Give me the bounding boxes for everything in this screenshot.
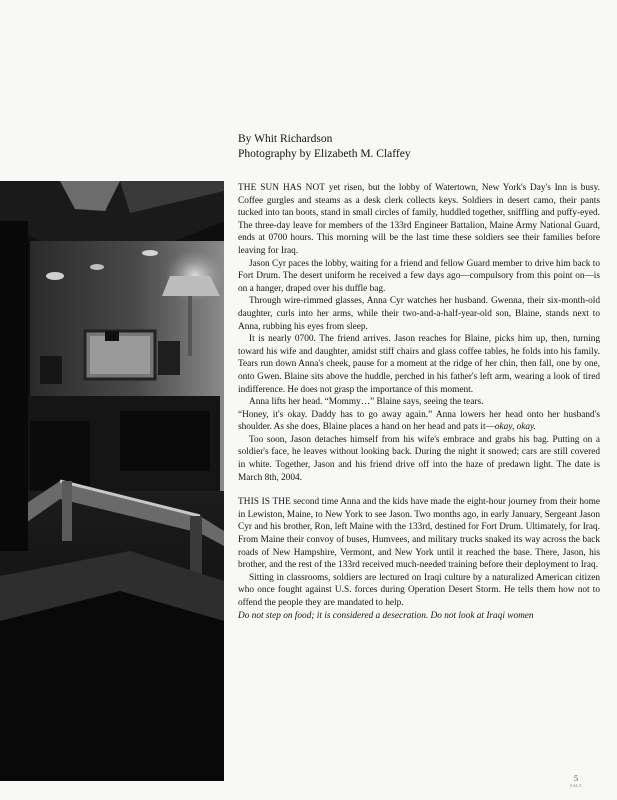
photography-credit: Photography by Elizabeth M. Claffey (238, 148, 411, 160)
paragraph-9-text: Sitting in classrooms, soldiers are lectured on Iraqi culture by a naturalized American citizen who once fought against U.S. forces during Operation Desert Storm. He tells them how not to offend the people they are mandated to help. (238, 572, 600, 608)
paragraph-8-text: second time Anna and the kids have made the eight-hour journey from their home in Lewiston, Maine, to New York to see Jason. Two months ago, in early January, Sergeant Jason Cyr and his brother, Ron, left Maine with the 133rd, destined for Fort Drum. Ultimately, for Iraq. From Maine their convoy of buses, Humvees, and military trucks snaked its way across the back roads of New Hampshire, Vermont, and New York until it reached the base. There, Jason, his brother, and the rest of the 133rd received much-needed training before their deployment to Iraq. (238, 497, 600, 571)
paragraph-6 (238, 409, 600, 434)
page-number: 5 (574, 774, 578, 783)
paragraph-1 (238, 182, 600, 258)
paragraph-2: Jason Cyr paces the lobby, waiting for a friend and fellow Guard member to drive him back to Fort Drum. The desert uniform he received a few days ago—compulsory from this point on—is on a hanger, draped over his duffle bag. (238, 258, 600, 294)
paragraph-5: Anna lifts her head. “Mommy…” Blaine says, seeing the tears. (249, 397, 484, 408)
lobby-photo (0, 181, 224, 781)
paragraph-1-text: yet risen, but the lobby of Watertown, New York's Day's Inn is busy. Coffee gurgles and steams as a desk clerk collects keys. Soldiers in desert camo, their pants tucked into tan boots, stand in small circles of family, huddled together, sniffling and puffy-eyed. The three-day leave for members of the 133rd Engineer Battalion, Maine Army National Guard, ends at 0700 hours. This morning will be the last time these soldiers see their families before leaving for Iraq. (238, 183, 600, 256)
paragraph-9-italic: Do not step on food; it is considered a desecration. Do not look at Iraqi women (238, 610, 534, 621)
paragraph-4: It is nearly 0700. The friend arrives. Jason reaches for Blaine, picks him up, then, turning toward his wife and daughter, amidst stiff chairs and glass coffee tables, he folds into his family. Tears run down Anna's cheek, pause for a moment at the ridge of her chin, then fall, one by one, onto Gwen. Blaine sits above the huddle, perched in his father's left arm, wearing a look of tired indifference. He does not grasp the importance of this moment. (238, 334, 600, 395)
paragraph-7: Too soon, Jason detaches himself from his wife's embrace and grabs his bag. Putting on a soldier's face, he leaves without looking back. During the night it snowed; cars are still covered in white. Together, Jason and his friend drive off into the haze of predawn light. The date is March 8th, 2004. (238, 434, 600, 483)
article-body (238, 182, 600, 622)
paragraph-6-italic: okay, okay. (494, 422, 536, 433)
publication-mark: SALT (570, 783, 582, 788)
paragraph-3: Through wire-rimmed glasses, Anna Cyr watches her husband. Gwenna, their six-month-old daughter, curls into her arms, while their two-and-a-half-year-old son, Blaine, stands next to Anna, rubbing his eyes from sleep. (238, 296, 600, 332)
paragraph-1-lead-in: THE SUN HAS NOT (238, 183, 326, 193)
paragraph-6-text: “Honey, it's okay. Daddy has to go away again.” Anna lowers her head onto her husband's shoulder. As she does, Blaine places a hand on her head and pats it— (238, 409, 600, 433)
paragraph-9 (238, 572, 600, 622)
byline (238, 132, 598, 162)
author-credit: By Whit Richardson (238, 133, 333, 145)
paragraph-8 (238, 496, 600, 572)
paragraph-8-lead-in: THIS IS THE (238, 497, 291, 508)
page-folio (564, 775, 588, 788)
